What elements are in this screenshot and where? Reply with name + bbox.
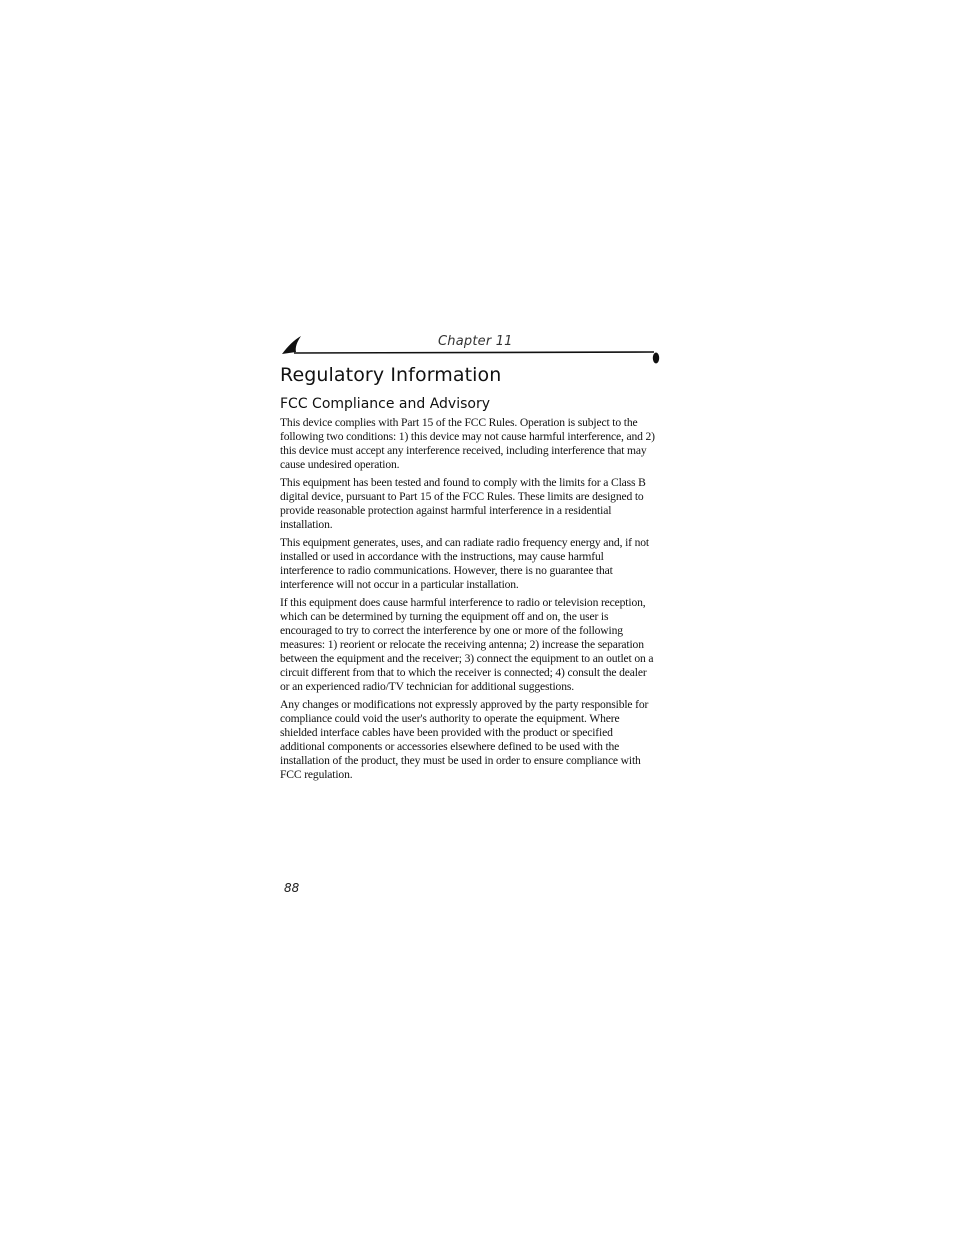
chapter-header bbox=[280, 332, 662, 368]
end-dot-icon bbox=[653, 353, 659, 364]
paragraph: If this equipment does cause harmful interference to radio or television reception, which can be determined by turning the equipment off and on, the user is encouraged to try to correct the interference by one or more of the following measures: 1) reorient or relocate the receiving antenna; 2) increase the separation between the equipment and the receiver; 3) connect the equipment to an outlet on a circuit different from that to which the receiver is connected; 4) consult the dealer or an experienced radio/TV technician for additional suggestions. bbox=[280, 596, 654, 693]
page-title: Regulatory Information bbox=[280, 364, 502, 386]
chapter-label: Chapter 11 bbox=[438, 334, 513, 349]
paragraph: This equipment has been tested and found to comply with the limits for a Class B digital device, pursuant to Part 15 of the FCC Rules. These limits are designed to provide reasonable protection against harmful interference in a residential installation. bbox=[280, 476, 646, 531]
body-text bbox=[280, 416, 658, 786]
paragraph: Any changes or modifications not expressly approved by the party responsible for compliance could void the user's authority to operate the equipment. Where shielded interface cables have been provided with the product or specified additional components or accessories elsewhere defined to be used with the installation of the product, they must be used in order to ensure compliance with FCC regulation. bbox=[280, 698, 649, 781]
paragraph: This device complies with Part 15 of the FCC Rules. Operation is subject to the following two conditions: 1) this device may not cause harmful interference, and 2) this device must accept any interference received, including interference that may cause undesired operation. bbox=[280, 416, 655, 471]
paragraph: This equipment generates, uses, and can radiate radio frequency energy and, if not installed or used in accordance with the instructions, may cause harmful interference to radio communications. However, there is no guarantee that interference will not occur in a particular installation. bbox=[280, 536, 649, 591]
section-subtitle: FCC Compliance and Advisory bbox=[280, 396, 490, 412]
page-number: 88 bbox=[284, 881, 300, 895]
header-line bbox=[294, 352, 654, 353]
swoosh-icon bbox=[282, 336, 301, 354]
